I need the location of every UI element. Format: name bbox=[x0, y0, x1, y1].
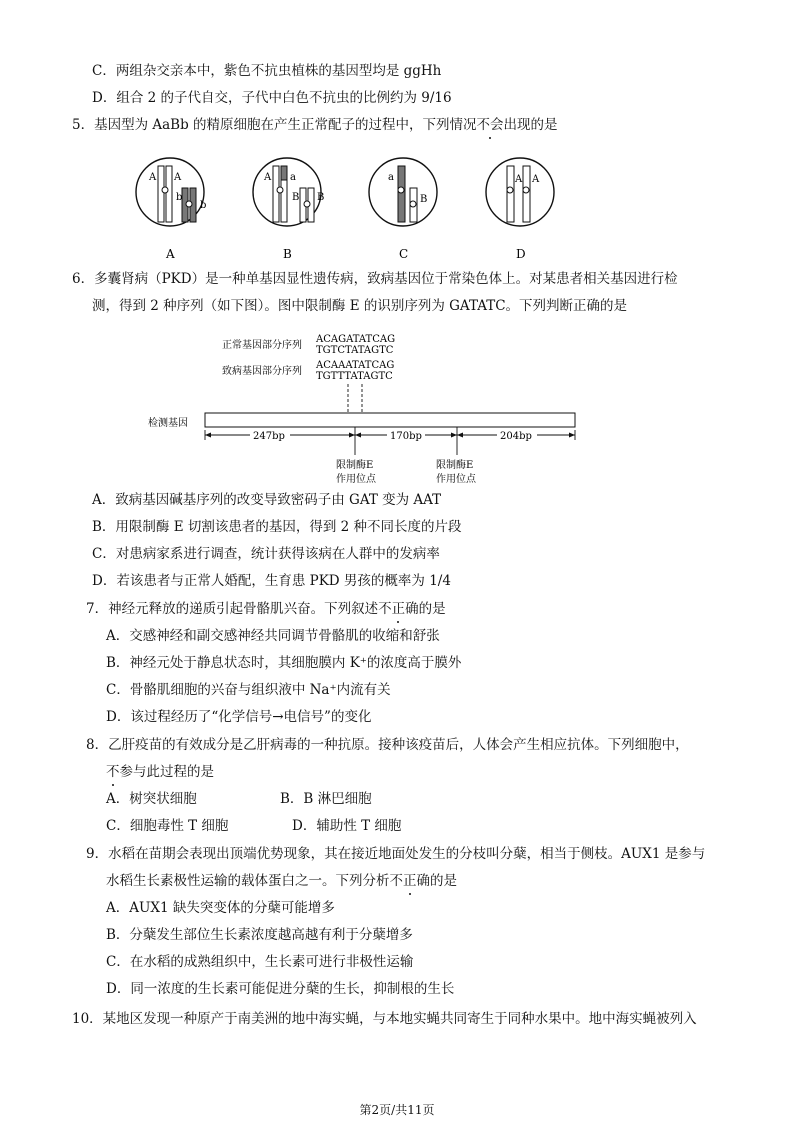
cell-a-gene-1: A bbox=[149, 172, 157, 183]
cell-b-gene-1: A bbox=[264, 172, 272, 183]
q8-option-a: A．树突状细胞 bbox=[106, 791, 197, 807]
cell-b-gene-2: a bbox=[290, 172, 296, 183]
cell-diagram-c bbox=[369, 158, 437, 261]
q8-option-c: C．细胞毒性 T 细胞 bbox=[106, 818, 229, 834]
cell-a-gene-4: b bbox=[200, 200, 207, 211]
disease-sequence-bottom: TGTTTATAGTC bbox=[316, 371, 393, 382]
q10-stem-line1: 10．某地区发现一种原产于南美洲的地中海实蝇，与本地实蝇共同寄生于同种水果中。地中海实蝇被列入 bbox=[72, 1011, 697, 1027]
q7-option-c: C．骨骼肌细胞的兴奋与组织液中 Na⁺内流有关 bbox=[106, 682, 391, 698]
site1-label-line1: 限制酶E bbox=[336, 460, 374, 471]
q6-option-d: D．若该患者与正常人婚配，生育患 PKD 男孩的概率为 1/4 bbox=[92, 573, 451, 589]
q7-stem bbox=[86, 600, 446, 618]
q6-stem-line2: 测，得到 2 种序列（如下图）。图中限制酶 E 的识别序列为 GATATC。下列判断正确的是 bbox=[92, 298, 628, 314]
q9-stem-part1: 水稻生长素极性运输的载体蛋白之一。下列分析 bbox=[106, 873, 390, 889]
q9-stem-line1: 9．水稻在苗期会表现出顶端优势现象，其在接近地面处发生的分枝叫分蘖，相当于侧枝。AUX1 是参与 bbox=[86, 846, 706, 862]
q7-stem-part2: 的是 bbox=[418, 601, 446, 617]
q6-option-b: B．用限制酶 E 切割该患者的基因，得到 2 种不同长度的片段 bbox=[92, 519, 462, 535]
q4-option-d: D．组合 2 的子代自交，子代中白色不抗虫的比例约为 9/16 bbox=[92, 90, 452, 106]
cell-b-label: B bbox=[283, 247, 292, 261]
q9-stem-emphasis: 不正确 bbox=[389, 873, 430, 889]
cell-c-label: C bbox=[399, 247, 409, 261]
page-footer: 第2页/共11页 bbox=[359, 1103, 435, 1117]
normal-sequence-bottom: TGTCTATAGTC bbox=[316, 345, 394, 356]
cell-d-label: D bbox=[516, 247, 526, 261]
q6-gene-diagram bbox=[140, 330, 590, 490]
segment-204bp: 204bp bbox=[500, 431, 532, 442]
disease-sequence-label: 致病基因部分序列 bbox=[222, 366, 302, 377]
q6-option-a: A．致病基因碱基序列的改变导致密码子由 GAT 变为 AAT bbox=[92, 492, 442, 508]
q5-stem-part1: 5．基因型为 AaBb 的精原细胞在产生正常配子的过程中，下列情况 bbox=[72, 117, 477, 133]
q8-stem-line1: 8．乙肝疫苗的有效成分是乙肝病毒的一种抗原。接种该疫苗后，人体会产生相应抗体。下列细胞中， bbox=[86, 737, 689, 753]
q5-stem-emphasis: 不会 bbox=[476, 117, 504, 133]
site2-label-line1: 限制酶E bbox=[436, 460, 474, 471]
q9-option-b: B．分蘖发生部位生长素浓度越高越有利于分蘖增多 bbox=[106, 927, 413, 943]
q8-stem-line2 bbox=[106, 763, 214, 781]
q5-stem bbox=[72, 116, 558, 134]
cell-a-gene-3: b bbox=[176, 192, 183, 203]
q7-stem-part1: 7．神经元释放的递质引起骨骼肌兴奋。下列叙述 bbox=[86, 601, 379, 617]
q9-stem-part2: 的是 bbox=[430, 873, 457, 889]
site1-label-line2: 作用位点 bbox=[336, 474, 376, 485]
q7-stem-emphasis: 不正确 bbox=[378, 601, 419, 617]
cell-c-gene-2: B bbox=[420, 194, 428, 205]
q5-cell-diagrams bbox=[120, 152, 580, 264]
segment-170bp: 170bp bbox=[390, 431, 422, 442]
q9-option-a: A．AUX1 缺失突变体的分蘖可能增多 bbox=[106, 900, 335, 916]
site2-label-line2: 作用位点 bbox=[436, 474, 476, 485]
q8-option-b: B．B 淋巴细胞 bbox=[280, 791, 372, 807]
q6-option-c: C．对患病家系进行调查，统计获得该病在人群中的发病率 bbox=[92, 546, 440, 562]
cell-diagram-b bbox=[253, 158, 324, 261]
q8-stem-part2: 参与此过程的是 bbox=[119, 764, 214, 780]
q7-option-b: B．神经元处于静息状态时，其细胞膜内 K⁺的浓度高于膜外 bbox=[106, 655, 462, 671]
cell-c-gene-1: a bbox=[388, 172, 394, 183]
cell-diagram-a bbox=[136, 158, 206, 261]
disease-sequence-top: ACAAATATCAG bbox=[316, 360, 395, 371]
q7-option-d: D．该过程经历了“化学信号→电信号”的变化 bbox=[106, 709, 372, 725]
cell-diagram-d bbox=[486, 158, 554, 261]
q6-stem-line1: 6．多囊肾病（PKD）是一种单基因显性遗传病，致病基因位于常染色体上。对某患者相关基因进行检 bbox=[72, 271, 678, 287]
cell-b-gene-3: B bbox=[292, 192, 300, 203]
normal-sequence-top: ACAGATATCAG bbox=[316, 334, 396, 345]
detected-gene-label: 检测基因 bbox=[148, 418, 188, 429]
segment-247bp: 247bp bbox=[253, 431, 285, 442]
q8-option-d: D．辅助性 T 细胞 bbox=[292, 818, 402, 834]
cell-d-gene-2: A bbox=[532, 174, 540, 185]
q9-stem-line2 bbox=[106, 872, 457, 890]
cell-a-gene-2: A bbox=[174, 172, 182, 183]
q5-stem-part2: 出现的是 bbox=[503, 117, 558, 133]
q4-option-c: C．两组杂交亲本中，紫色不抗虫植株的基因型均是 ggHh bbox=[92, 63, 442, 79]
normal-sequence-label: 正常基因部分序列 bbox=[222, 340, 302, 351]
cell-d-gene-1: A bbox=[515, 174, 523, 185]
q8-stem-emphasis: 不 bbox=[106, 764, 120, 780]
q9-option-d: D．同一浓度的生长素可能促进分蘖的生长，抑制根的生长 bbox=[106, 981, 455, 997]
q9-option-c: C．在水稻的成熟组织中，生长素可进行非极性运输 bbox=[106, 954, 414, 970]
cell-a-label: A bbox=[166, 247, 175, 261]
q7-option-a: A．交感神经和副交感神经共同调节骨骼肌的收缩和舒张 bbox=[106, 628, 440, 644]
cell-b-gene-4: B bbox=[317, 192, 325, 203]
